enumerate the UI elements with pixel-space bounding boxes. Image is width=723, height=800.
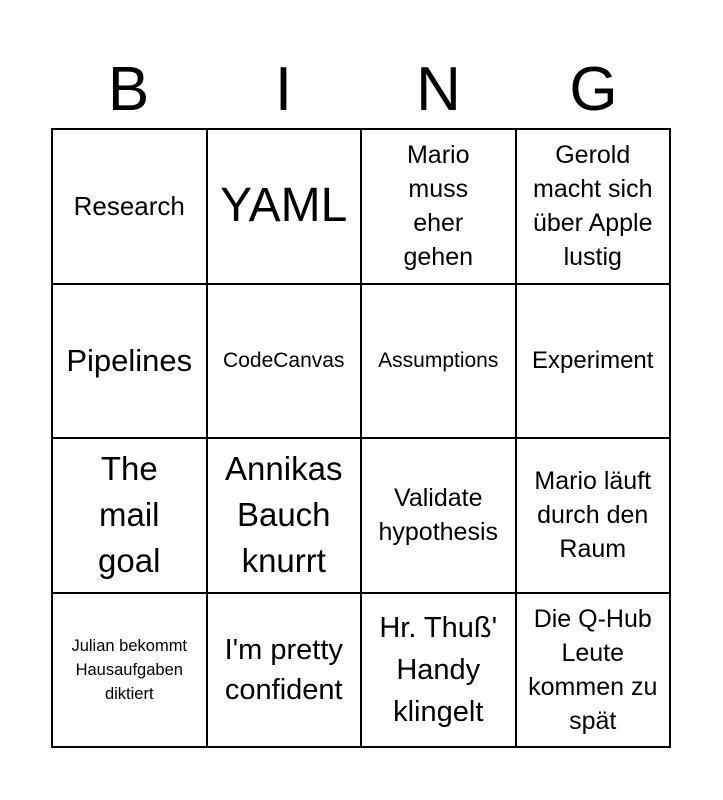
cell-label: Julian bekommt Hausaufgaben diktiert (71, 636, 188, 703)
bingo-cell[interactable] (208, 285, 363, 440)
cell-label: Research (73, 191, 185, 222)
cell-label: Die Q-Hub Leute kommen zu spät (528, 604, 658, 735)
cell-label: Mario läuft durch den Raum (534, 467, 652, 564)
bingo-cell[interactable] (53, 594, 208, 749)
cell-label: Pipelines (66, 343, 193, 379)
cell-label: Annikas Bauch knurrt (225, 450, 343, 580)
cell-label: Validate hypothesis (378, 484, 499, 547)
bingo-cell[interactable] (362, 130, 517, 285)
bingo-cell[interactable] (208, 594, 363, 749)
bingo-cell[interactable] (362, 285, 517, 440)
cell-label: I'm pretty confident (224, 633, 343, 706)
bingo-cell[interactable] (517, 130, 672, 285)
cell-label: Mario muss eher gehen (403, 141, 474, 272)
bingo-cell[interactable] (517, 594, 672, 749)
bingo-cell[interactable] (362, 594, 517, 749)
header-letter-n: N (416, 55, 461, 124)
header-letter-b: B (107, 55, 150, 124)
bingo-cell[interactable] (517, 285, 672, 440)
bingo-cell[interactable] (208, 439, 363, 594)
bingo-cell[interactable] (53, 285, 208, 440)
bingo-header (51, 52, 671, 128)
bingo-cell[interactable] (208, 130, 363, 285)
cell-label: YAML (220, 179, 348, 233)
bingo-cell[interactable] (53, 130, 208, 285)
cell-label: CodeCanvas (223, 348, 345, 372)
cell-label: Experiment (532, 346, 654, 374)
cell-label: Hr. Thuß' Handy klingelt (379, 611, 498, 728)
cell-label: Assumptions (378, 348, 499, 372)
cell-label: Gerold macht sich über Apple lustig (532, 141, 653, 272)
bingo-cell[interactable] (362, 439, 517, 594)
header-letter-i: I (274, 55, 293, 124)
bingo-cell[interactable] (517, 439, 672, 594)
bingo-grid (51, 128, 671, 748)
bingo-cell[interactable] (53, 439, 208, 594)
cell-label: The mail goal (98, 450, 161, 580)
header-letter-g: G (569, 55, 618, 124)
